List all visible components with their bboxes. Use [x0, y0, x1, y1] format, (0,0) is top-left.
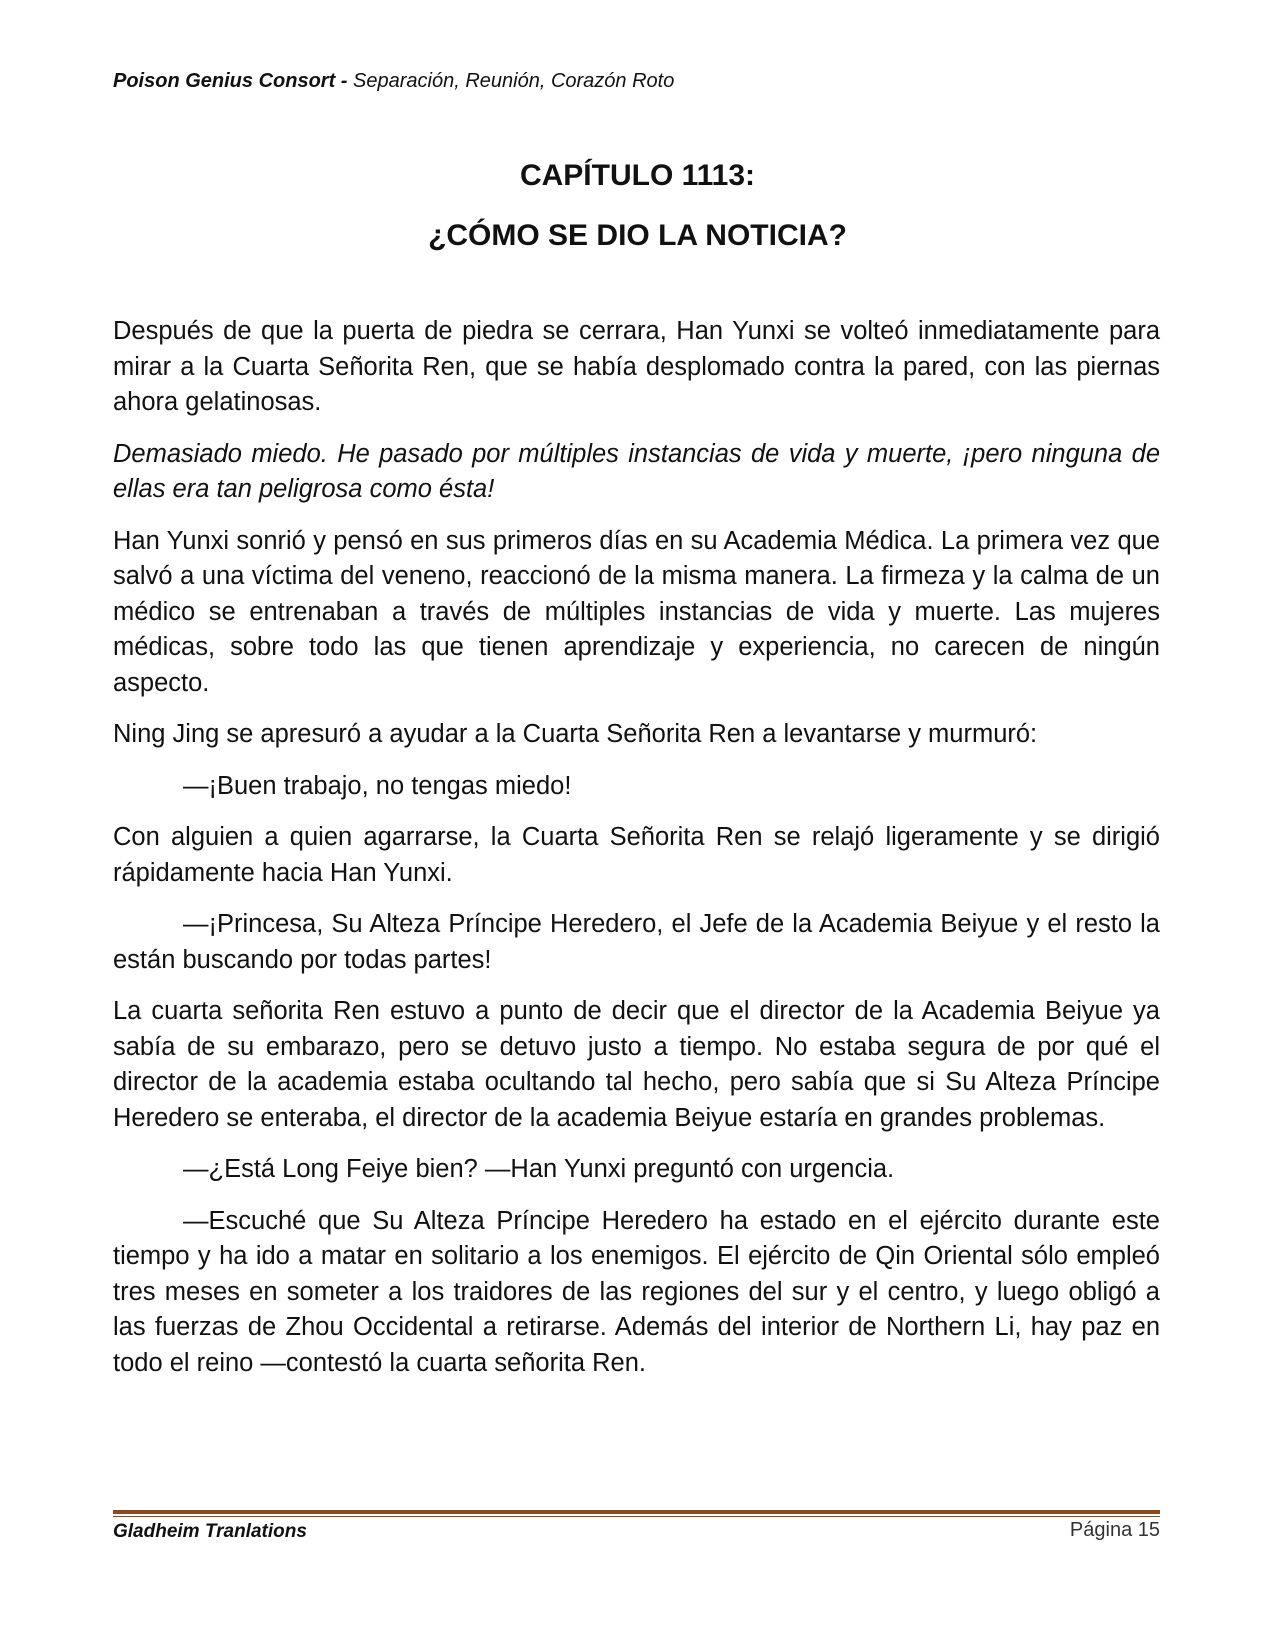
paragraph-dialogue: —¿Está Long Feiye bien? —Han Yunxi preguntó con urgencia. — [183, 1155, 895, 1183]
paragraph: Después de que la puerta de piedra se cerrara, Han Yunxi se volteó inmediatamente para mirar a la Cuarta Señorita Ren, que se había desplomado contra la pared, con las piernas ahora gelatinosas. — [113, 317, 1160, 416]
paragraph: Ning Jing se apresuró a ayudar a la Cuarta Señorita Ren a levantarse y murmuró: — [113, 720, 1038, 748]
paragraph-thought: Demasiado miedo. He pasado por múltiples instancias de vida y muerte, ¡pero ninguna de ellas era tan peligrosa como ésta! — [113, 439, 1160, 503]
paragraph: La cuarta señorita Ren estuvo a punto de decir que el director de la Academia Beiyue ya sabía de su embarazo, pero se detuvo justo a tiempo. No estaba segura de por qué el director de la academia estaba ocultando tal hecho, pero sabía que si Su Alteza Príncipe Heredero se enteraba, el director de la academia Beiyue estaría en grandes problemas. — [113, 997, 1160, 1132]
footer-translator: Gladheim Tranlations — [113, 1521, 307, 1542]
paragraph-dialogue: —Escuché que Su Alteza Príncipe Heredero ha estado en el ejército durante este tiempo y ha ido a matar en solitario a los enemigos. El ejército de Qin Oriental sólo empleó tres meses en someter a los traidores de las regiones del sur y el centro, y luego obligó a las fuerzas de Zhou Occidental a retirarse. Además del interior de Northern Li, hay paz en todo el reino —contestó la cuarta señorita Ren. — [113, 1206, 1160, 1377]
footer-page-number: Página 15 — [1069, 1519, 1160, 1541]
footer-divider-thick — [113, 1510, 1160, 1514]
paragraph-dialogue: —¡Buen trabajo, no tengas miedo! — [183, 771, 572, 800]
paragraph-dialogue: —¡Princesa, Su Alteza Príncipe Heredero, el Jefe de la Academia Beiyue y el resto la están buscando por todas partes! — [113, 910, 1160, 974]
chapter-heading — [0, 146, 1275, 266]
paragraph: Con alguien a quien agarrarse, la Cuarta Señorita Ren se relajó ligeramente y se dirigió rápidamente hacia Han Yunxi. — [113, 823, 1160, 887]
paragraph: Han Yunxi sonrió y pensó en sus primeros días en su Academia Médica. La primera vez que salvó a una víctima del veneno, reaccionó de la misma manera. La firmeza y la calma de un médico se entrenaban a través de múltiples instancias de vida y muerte. Las mujeres médicas, sobre todo las que tienen aprendizaje y experiencia, no carecen de ningún aspecto. — [113, 526, 1160, 697]
footer-divider-thin — [113, 1516, 1160, 1517]
header-arc-title: Separación, Reunión, Corazón Roto — [353, 70, 675, 92]
chapter-title: ¿CÓMO SE DIO LA NOTICIA? — [428, 219, 847, 252]
chapter-number: CAPÍTULO 1113: — [519, 159, 756, 192]
running-header — [113, 70, 674, 93]
footer-divider — [113, 1510, 1160, 1517]
chapter-body — [113, 314, 1160, 1397]
header-separator: - — [335, 70, 354, 92]
header-book-title: Poison Genius Consort — [113, 70, 336, 92]
